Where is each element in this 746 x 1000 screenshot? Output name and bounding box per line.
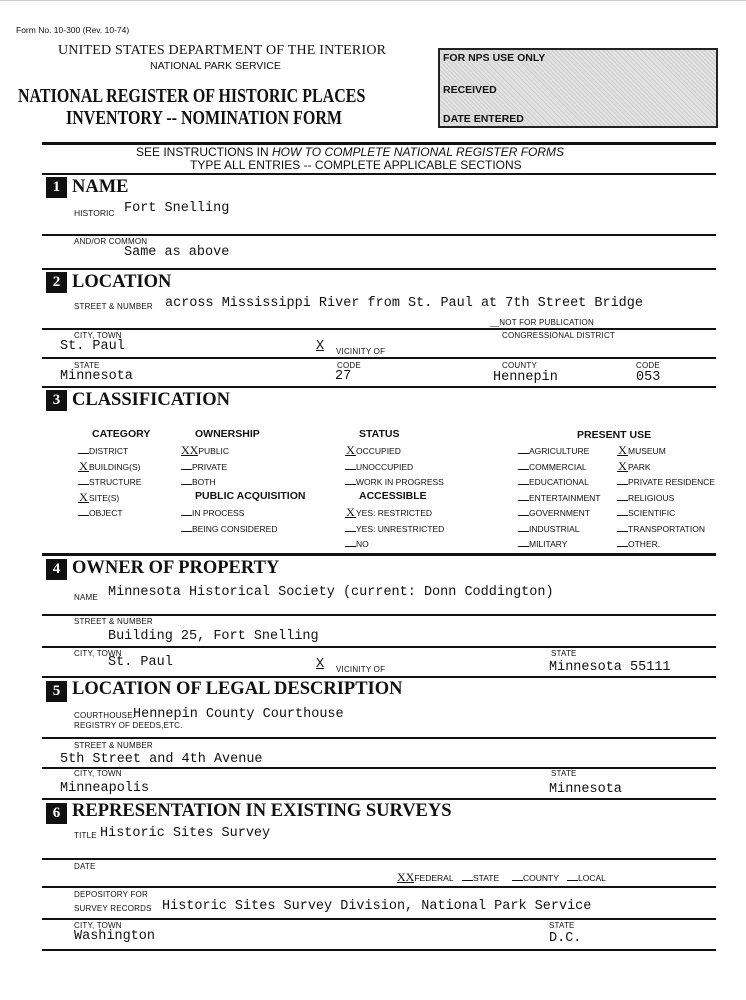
checkbox-label: BOTH [192,477,216,487]
yes-restricted-checkbox[interactable] [345,505,433,519]
section-number-5: 5 [46,681,67,702]
nps-date-entered-field: DATE ENTERED [443,113,524,125]
checkbox-label: EDUCATIONAL [529,477,589,487]
registry-label: REGISTRY OF DEEDS,ETC. [74,721,183,730]
agriculture-checkbox[interactable] [518,446,589,456]
survey-state-label: STATE [549,921,575,930]
checkbox-label: ENTERTAINMENT [529,492,601,503]
legal-city-label: CITY, TOWN [74,769,122,778]
industrial-checkbox[interactable] [518,524,580,534]
state-label: STATE [74,361,100,370]
entertainment-checkbox[interactable] [518,493,600,503]
section-title-name: NAME [72,177,129,197]
checkbox-label: YES: UNRESTRICTED [356,523,445,534]
courthouse-field[interactable]: Hennepin County Courthouse [133,707,344,722]
county-field[interactable]: Hennepin [493,370,558,385]
checkbox-mark [518,531,529,532]
commercial-checkbox[interactable] [518,462,587,472]
divider [42,798,716,800]
checkbox-mark [617,546,628,547]
section-title-location: LOCATION [72,272,172,292]
owner-state-label: STATE [551,649,577,658]
service-name: NATIONAL PARK SERVICE [150,60,281,72]
public-acquisition-heading: PUBLIC ACQUISITION [195,490,306,502]
owner-name-field[interactable]: Minnesota Historical Society (current: Donn Coddington) [108,585,554,600]
checkbox-label: BUILDING(S) [89,461,141,472]
checkbox-label: INDUSTRIAL [529,523,580,534]
form-title-2: INVENTORY -- NOMINATION FORM [66,107,343,129]
checkbox-label: UNOCCUPIED [356,461,414,472]
public-checkbox[interactable] [181,443,230,457]
level-local-checkbox[interactable] [567,873,606,883]
city-field[interactable]: St. Paul [60,339,125,354]
section-title-classification: CLASSIFICATION [72,390,230,410]
no-checkbox[interactable] [345,539,369,549]
private-checkbox[interactable] [181,462,227,472]
depository-label-2: SURVEY RECORDS [74,904,152,913]
checkbox-label: DISTRICT [89,446,129,456]
county-code-field[interactable]: 053 [636,370,661,385]
being-considered-checkbox[interactable] [181,524,278,534]
checkbox-label: GOVERNMENT [529,508,590,518]
owner-street-field[interactable]: Building 25, Fort Snelling [108,629,319,644]
checkbox-mark: XX [397,870,415,884]
survey-state-field[interactable]: D.C. [549,931,582,946]
checkbox-mark: X [618,443,627,457]
checkbox-mark [181,484,192,485]
survey-city-label: CITY, TOWN [74,921,122,930]
checkbox-label: STATE [473,873,500,883]
form-title-1: NATIONAL REGISTER OF HISTORIC PLACES [18,85,366,107]
checkbox-mark [518,500,529,501]
divider [42,858,716,860]
military-checkbox[interactable] [518,539,567,549]
owner-street-label: STREET & NUMBER [74,617,153,626]
checkbox-mark [518,453,529,454]
checkbox-mark [617,500,628,501]
checkbox-mark: XX [181,443,199,457]
code-label: CODE [337,361,361,370]
checkbox-mark [345,469,356,470]
city-label: CITY, TOWN [74,331,122,340]
checkbox-mark: X [618,458,627,473]
scientific-checkbox[interactable] [617,508,675,518]
department-name: UNITED STATES DEPARTMENT OF THE INTERIOR [58,43,387,58]
checkbox-mark [617,484,628,485]
park-checkbox[interactable] [617,458,651,473]
checkbox-label: TRANSPORTATION [628,523,705,534]
county-label: COUNTY [502,361,537,370]
historic-label: HISTORIC [74,208,115,218]
divider [42,676,716,678]
owner-state-field[interactable]: Minnesota 55111 [549,660,671,675]
section-number-3: 3 [46,390,67,411]
checkbox-label: NO [356,539,369,549]
checkbox-label: COMMERCIAL [529,461,587,472]
divider [42,646,716,648]
site-s--checkbox[interactable] [78,489,120,504]
checkbox-label: OCCUPIED [356,446,401,456]
unoccupied-checkbox[interactable] [345,462,413,472]
section-number-2: 2 [46,272,67,293]
instructions-title: HOW TO COMPLETE NATIONAL REGISTER FORMS [272,145,565,159]
survey-city-field[interactable]: Washington [74,929,156,944]
checkbox-label: STRUCTURE [89,477,142,487]
status-heading: STATUS [359,428,400,440]
checkbox-label: PUBLIC [198,446,230,456]
checkbox-mark [345,484,356,485]
section-number-4: 4 [46,559,67,580]
divider [42,234,716,236]
legal-state-field[interactable]: Minnesota [549,782,622,797]
checkbox-label: WORK IN PROGRESS [356,477,444,487]
survey-title-label: TITLE [74,831,97,840]
divider [42,949,716,951]
survey-title-field[interactable]: Historic Sites Survey [100,826,271,841]
checkbox-mark: X [346,443,355,457]
survey-date-label: DATE [74,862,96,871]
state-field[interactable]: Minnesota [60,369,133,384]
educational-checkbox[interactable] [518,477,589,487]
common-name-field[interactable]: Same as above [124,245,230,260]
present-use-heading: PRESENT USE [577,429,652,441]
section-title-surveys: REPRESENTATION IN EXISTING SURVEYS [72,801,452,821]
religious-checkbox[interactable] [617,493,674,503]
instructions-line-1 [136,145,564,159]
checkbox-mark [518,515,529,516]
divider [42,767,716,769]
checkbox-label: AGRICULTURE [529,446,590,456]
checkbox-label: BEING CONSIDERED [192,523,278,534]
owner-city-label: CITY, TOWN [74,649,122,658]
checkbox-mark [518,484,529,485]
checkbox-mark [181,469,192,470]
congressional-district-label: CONGRESSIONAL DISTRICT [502,331,616,340]
common-name-label: AND/OR COMMON [74,237,148,246]
depository-label-1: DEPOSITORY FOR [74,890,148,899]
level-federal-checkbox[interactable] [397,870,454,884]
county-code-label: CODE [636,361,660,370]
owner-vicinity-label: VICINITY OF [336,665,386,674]
checkbox-mark [617,515,628,516]
state-code-field[interactable]: 27 [335,369,352,384]
divider [42,737,716,739]
divider [42,918,716,920]
other--checkbox[interactable] [617,539,660,549]
section-number-1: 1 [46,177,67,198]
checkbox-mark [617,531,628,532]
checkbox-label: OBJECT [89,508,123,518]
building-s--checkbox[interactable] [78,458,141,473]
instructions-text: SEE INSTRUCTIONS IN [136,145,273,159]
checkbox-mark [512,880,523,881]
street-label: STREET & NUMBER [74,302,153,311]
divider [42,553,716,556]
category-heading: CATEGORY [92,428,151,440]
checkbox-label: PRIVATE RESIDENCE [628,477,716,487]
checkbox-label: LOCAL [578,873,606,883]
owner-vicinity-checkbox[interactable]: X [316,657,325,672]
checkbox-mark [345,531,356,532]
transportation-checkbox[interactable] [617,524,705,534]
checkbox-label: MILITARY [529,539,568,549]
vicinity-label: VICINITY OF [336,347,386,356]
divider [42,173,716,175]
district-checkbox[interactable] [78,446,128,456]
instructions-line-2: TYPE ALL ENTRIES -- COMPLETE APPLICABLE SECTIONS [190,158,522,172]
divider [42,386,716,388]
checkbox-label: RELIGIOUS [628,492,675,503]
checkbox-mark [181,515,192,516]
checkbox-label: OTHER. [628,539,661,549]
checkbox-label: MUSEUM [628,446,666,456]
structure-checkbox[interactable] [78,477,141,487]
checkbox-label: IN PROCESS [192,508,245,518]
legal-street-label: STREET & NUMBER [74,741,153,750]
legal-state-label: STATE [551,769,577,778]
level-county-checkbox[interactable] [512,873,559,883]
checkbox-label: COUNTY [523,873,559,883]
section-number-6: 6 [46,803,67,824]
checkbox-mark [567,880,578,881]
checkbox-mark [518,469,529,470]
checkbox-mark: X [346,505,355,519]
ownership-heading: OWNERSHIP [195,428,260,440]
checkbox-mark [78,453,89,454]
divider [42,886,716,888]
street-field[interactable]: across Mississippi River from St. Paul at 7th Street Bridge [165,296,643,311]
checkbox-mark [518,546,529,547]
checkbox-mark [462,880,473,881]
checkbox-label: PARK [628,461,651,472]
checkbox-label: SITE(S) [89,492,120,503]
divider [42,328,716,330]
historic-name-field[interactable]: Fort Snelling [124,201,230,216]
nps-use-box [438,48,718,128]
object-checkbox[interactable] [78,508,123,518]
private-residence-checkbox[interactable] [617,477,715,487]
level-state-checkbox[interactable] [462,873,499,883]
museum-checkbox[interactable] [617,443,666,457]
in-process-checkbox[interactable] [181,508,244,518]
not-for-publication-checkbox[interactable]: __NOT FOR PUBLICATION [490,318,594,327]
legal-street-field[interactable]: 5th Street and 4th Avenue [60,752,263,767]
occupied-checkbox[interactable] [345,443,401,457]
both-checkbox[interactable] [181,477,216,487]
checkbox-mark: X [79,458,88,473]
nps-box-title: FOR NPS USE ONLY [443,52,546,64]
checkbox-label: YES: RESTRICTED [356,508,433,518]
government-checkbox[interactable] [518,508,590,518]
yes-unrestricted-checkbox[interactable] [345,524,444,534]
section-title-owner: OWNER OF PROPERTY [72,558,280,578]
depository-field[interactable]: Historic Sites Survey Division, National Park Service [162,899,592,914]
checkbox-label: FEDERAL [414,873,454,883]
vicinity-checkbox[interactable]: X [316,339,325,354]
divider [42,357,716,359]
checkbox-mark [345,546,356,547]
form-number: Form No. 10-300 (Rev. 10-74) [16,25,130,35]
legal-city-field[interactable]: Minneapolis [60,781,150,796]
accessible-heading: ACCESSIBLE [359,490,427,502]
checkbox-mark [78,515,89,516]
owner-city-field[interactable]: St. Paul [108,655,173,670]
checkbox-label: PRIVATE [192,461,228,472]
checkbox-mark [78,484,89,485]
nps-received-field: RECEIVED [443,84,497,96]
checkbox-mark [181,531,192,532]
checkbox-mark: X [79,489,88,504]
divider [42,614,716,616]
section-title-legal-description: LOCATION OF LEGAL DESCRIPTION [72,679,403,699]
owner-name-label: NAME [74,593,98,602]
courthouse-label: COURTHOUSE. [74,711,136,720]
checkbox-label: SCIENTIFIC [628,508,676,518]
work-in-progress-checkbox[interactable] [345,477,444,487]
divider [42,268,716,270]
